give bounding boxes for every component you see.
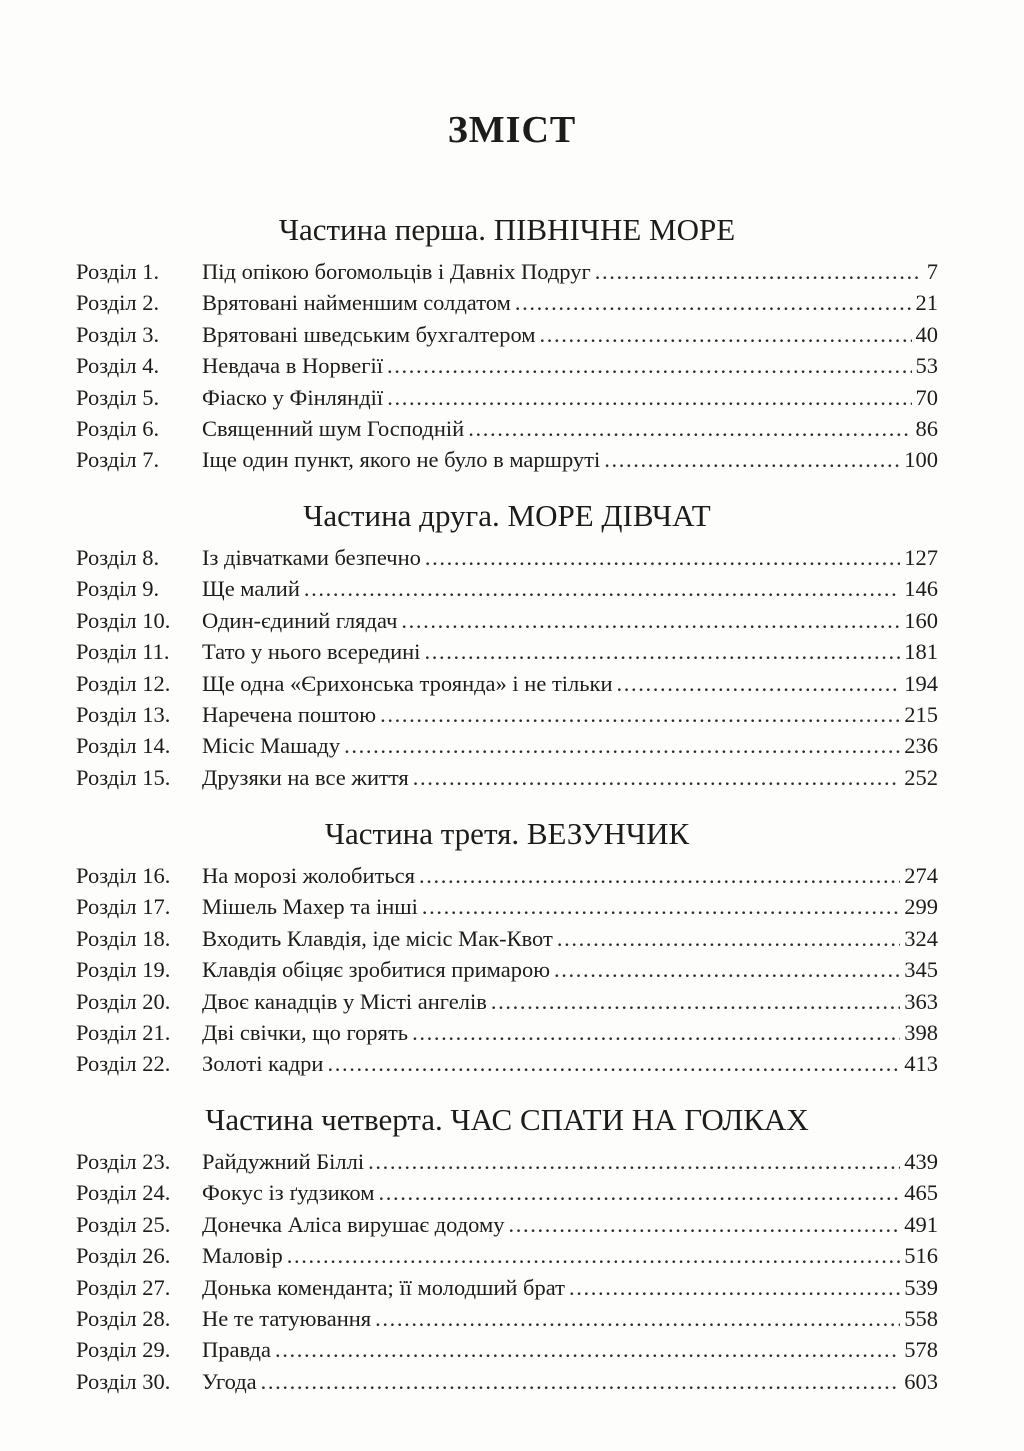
chapter-label: Розділ 22. [76, 1051, 171, 1077]
toc-entry [76, 256, 938, 287]
part-heading: Частина друга. МОРЕ ДІВЧАТ [303, 498, 711, 533]
chapter-page-number: 146 [904, 576, 938, 602]
chapter-title: Іще один пункт, якого не було в маршруті [202, 447, 601, 473]
chapter-title: Двоє канадців у Місті ангелів [202, 988, 487, 1014]
chapter-page-number: 516 [904, 1243, 938, 1269]
chapter-title: Тато у нього всередині [202, 639, 421, 665]
chapter-page-number: 578 [904, 1337, 938, 1363]
chapter-title: Правда [202, 1337, 271, 1363]
toc-entry [76, 1240, 938, 1271]
chapter-label: Розділ 26. [76, 1243, 171, 1269]
dot-leader [327, 1048, 900, 1079]
dot-leader [261, 1366, 901, 1397]
dot-leader [387, 350, 912, 381]
toc-entry [76, 382, 938, 413]
part-heading: Частина перша. ПІВНІЧНЕ МОРЕ [278, 212, 736, 247]
dot-leader [368, 1146, 900, 1177]
chapter-page-number: 194 [904, 670, 938, 696]
chapter-title: Друзяки на все життя [202, 764, 409, 790]
toc-entry [76, 1017, 938, 1048]
chapter-label: Розділ 5. [76, 384, 160, 410]
dot-leader [412, 1017, 900, 1048]
dot-leader [424, 636, 900, 667]
chapter-title: Входить Клавдія, іде місіс Мак-Квот [202, 925, 553, 951]
toc-part [76, 494, 938, 793]
chapter-title: Один-єдиний глядач [202, 607, 398, 633]
dot-leader [557, 923, 900, 954]
chapter-page-number: 299 [904, 894, 938, 920]
chapter-title: Ще одна «Єрихонська троянда» і не тільки [202, 670, 613, 696]
chapter-page-number: 100 [904, 447, 938, 473]
dot-leader [275, 1334, 900, 1365]
chapter-title: Мішель Махер та інші [202, 894, 418, 920]
chapter-title: Донечка Аліса вирушає додому [202, 1211, 505, 1237]
dot-leader [387, 382, 911, 413]
chapter-title: Врятовані найменшим солдатом [202, 290, 511, 316]
chapter-page-number: 558 [904, 1305, 938, 1331]
dot-leader [554, 954, 900, 985]
dot-leader [287, 1240, 900, 1271]
chapter-label: Розділ 2. [76, 290, 160, 316]
chapter-page-number: 40 [915, 321, 938, 347]
toc-entry [76, 923, 938, 954]
toc-entry [76, 1209, 938, 1240]
toc-part [76, 208, 938, 476]
chapter-title: Невдача в Норвегії [202, 353, 383, 379]
dot-leader [617, 668, 901, 699]
chapter-label: Розділ 14. [76, 733, 171, 759]
chapter-label: Розділ 25. [76, 1211, 171, 1237]
toc-entry [76, 730, 938, 761]
chapter-label: Розділ 4. [76, 353, 160, 379]
toc-entry [76, 605, 938, 636]
chapter-label: Розділ 12. [76, 670, 171, 696]
chapter-label: Розділ 16. [76, 863, 171, 888]
toc-entry [76, 1272, 938, 1303]
chapter-label: Розділ 6. [76, 415, 160, 441]
chapter-page-number: 160 [904, 607, 938, 633]
toc-entry [76, 891, 938, 922]
toc-entry [76, 350, 938, 381]
chapter-label: Розділ 17. [76, 894, 171, 920]
chapter-label: Розділ 11. [76, 639, 170, 665]
toc-entry [76, 573, 938, 604]
chapter-label: Розділ 29. [76, 1337, 171, 1363]
chapter-label: Розділ 9. [76, 576, 160, 602]
dot-leader [515, 287, 912, 318]
dot-leader [379, 1177, 901, 1208]
toc-entry [76, 636, 938, 667]
chapter-title: Клавдія обіцяє зробитися примарою [202, 957, 551, 983]
chapter-label: Розділ 8. [76, 545, 160, 570]
chapter-label: Розділ 10. [76, 607, 171, 633]
part-heading: Частина четверта. ЧАС СПАТИ НА ГОЛКАХ [205, 1102, 809, 1137]
chapter-title: Дві свічки, що горять [202, 1019, 409, 1045]
chapter-title: Маловір [202, 1243, 283, 1269]
chapter-page-number: 274 [904, 863, 938, 888]
toc-entry [76, 1177, 938, 1208]
chapter-label: Розділ 19. [76, 957, 171, 983]
toc-entry [76, 1048, 938, 1079]
dot-leader [540, 319, 912, 350]
dot-leader [422, 891, 900, 922]
toc-entry [76, 986, 938, 1017]
chapter-page-number: 86 [915, 415, 938, 441]
chapter-page-number: 439 [904, 1149, 938, 1174]
chapter-label: Розділ 3. [76, 321, 160, 347]
chapter-title: Священний шум Господній [202, 415, 465, 441]
chapter-page-number: 363 [904, 988, 938, 1014]
toc-entry [76, 762, 938, 793]
chapter-title: Не те татуювання [202, 1305, 372, 1331]
chapter-page-number: 491 [904, 1211, 938, 1237]
chapter-page-number: 603 [904, 1368, 938, 1394]
dot-leader [419, 860, 900, 891]
toc-entry [76, 287, 938, 318]
page-title: ЗМІСТ [447, 109, 577, 151]
chapter-page-number: 465 [904, 1180, 938, 1206]
dot-leader [468, 413, 911, 444]
chapter-label: Розділ 13. [76, 701, 171, 727]
chapter-page-number: 7 [926, 259, 938, 284]
chapter-page-number: 252 [904, 764, 938, 790]
chapter-title: Під опікою богомольців і Давніх Подруг [202, 259, 591, 284]
toc-entry [76, 444, 938, 475]
dot-leader [604, 444, 900, 475]
chapter-page-number: 21 [915, 290, 938, 316]
chapter-page-number: 413 [904, 1051, 938, 1077]
chapter-label: Розділ 27. [76, 1274, 171, 1300]
chapter-title: Фокус із ґудзиком [202, 1180, 375, 1206]
dot-leader [344, 730, 900, 761]
chapter-page-number: 53 [915, 353, 938, 379]
chapter-label: Розділ 21. [76, 1019, 171, 1045]
chapter-label: Розділ 18. [76, 925, 171, 951]
chapter-page-number: 539 [904, 1274, 938, 1300]
dot-leader [375, 1303, 900, 1334]
chapter-page-number: 127 [904, 545, 938, 570]
dot-leader [595, 256, 920, 287]
chapter-page-number: 398 [904, 1019, 938, 1045]
dot-leader [304, 573, 900, 604]
chapter-page-number: 345 [904, 957, 938, 983]
dot-leader [401, 605, 900, 636]
toc-part [76, 812, 938, 1080]
chapter-title: Золоті кадри [202, 1051, 324, 1077]
dot-leader [569, 1272, 900, 1303]
chapter-title: На морозі жолобиться [202, 863, 415, 888]
chapter-page-number: 181 [904, 639, 938, 665]
part-heading: Частина третя. ВЕЗУНЧИК [324, 816, 690, 851]
chapter-title: Із дівчатками безпечно [202, 545, 421, 570]
chapter-title: Угода [202, 1368, 257, 1394]
chapter-label: Розділ 15. [76, 764, 171, 790]
toc-entry [76, 1366, 938, 1397]
chapter-title: Наречена поштою [202, 701, 377, 727]
toc-entry [76, 413, 938, 444]
chapter-label: Розділ 28. [76, 1305, 171, 1331]
chapter-page-number: 70 [915, 384, 938, 410]
toc-entry [76, 319, 938, 350]
chapter-title: Донька коменданта; її молодший брат [202, 1274, 565, 1300]
dot-leader [508, 1209, 900, 1240]
chapter-page-number: 215 [904, 701, 938, 727]
chapter-label: Розділ 20. [76, 988, 171, 1014]
toc-entry [76, 1334, 938, 1365]
toc-entry [76, 954, 938, 985]
chapter-title: Райдужний Біллі [202, 1149, 365, 1174]
toc-entry [76, 1303, 938, 1334]
dot-leader [380, 699, 900, 730]
chapter-title: Ще малий [202, 576, 300, 602]
chapter-page-number: 236 [904, 733, 938, 759]
chapter-label: Розділ 30. [76, 1368, 171, 1394]
chapter-label: Розділ 7. [76, 447, 160, 473]
chapter-title: Місіс Машаду [202, 733, 341, 759]
toc-entry [76, 860, 938, 891]
toc-part [76, 1098, 938, 1397]
toc-entry [76, 668, 938, 699]
chapter-label: Розділ 23. [76, 1149, 171, 1174]
toc-entry [76, 699, 938, 730]
chapter-label: Розділ 1. [76, 259, 160, 284]
dot-leader [413, 762, 901, 793]
dot-leader [491, 986, 900, 1017]
chapter-title: Врятовані шведським бухгалтером [202, 321, 536, 347]
chapter-title: Фіаско у Фінляндії [202, 384, 384, 410]
chapter-label: Розділ 24. [76, 1180, 171, 1206]
toc-entry [76, 1146, 938, 1177]
dot-leader [425, 542, 900, 573]
toc-entry [76, 542, 938, 573]
chapter-page-number: 324 [904, 925, 938, 951]
